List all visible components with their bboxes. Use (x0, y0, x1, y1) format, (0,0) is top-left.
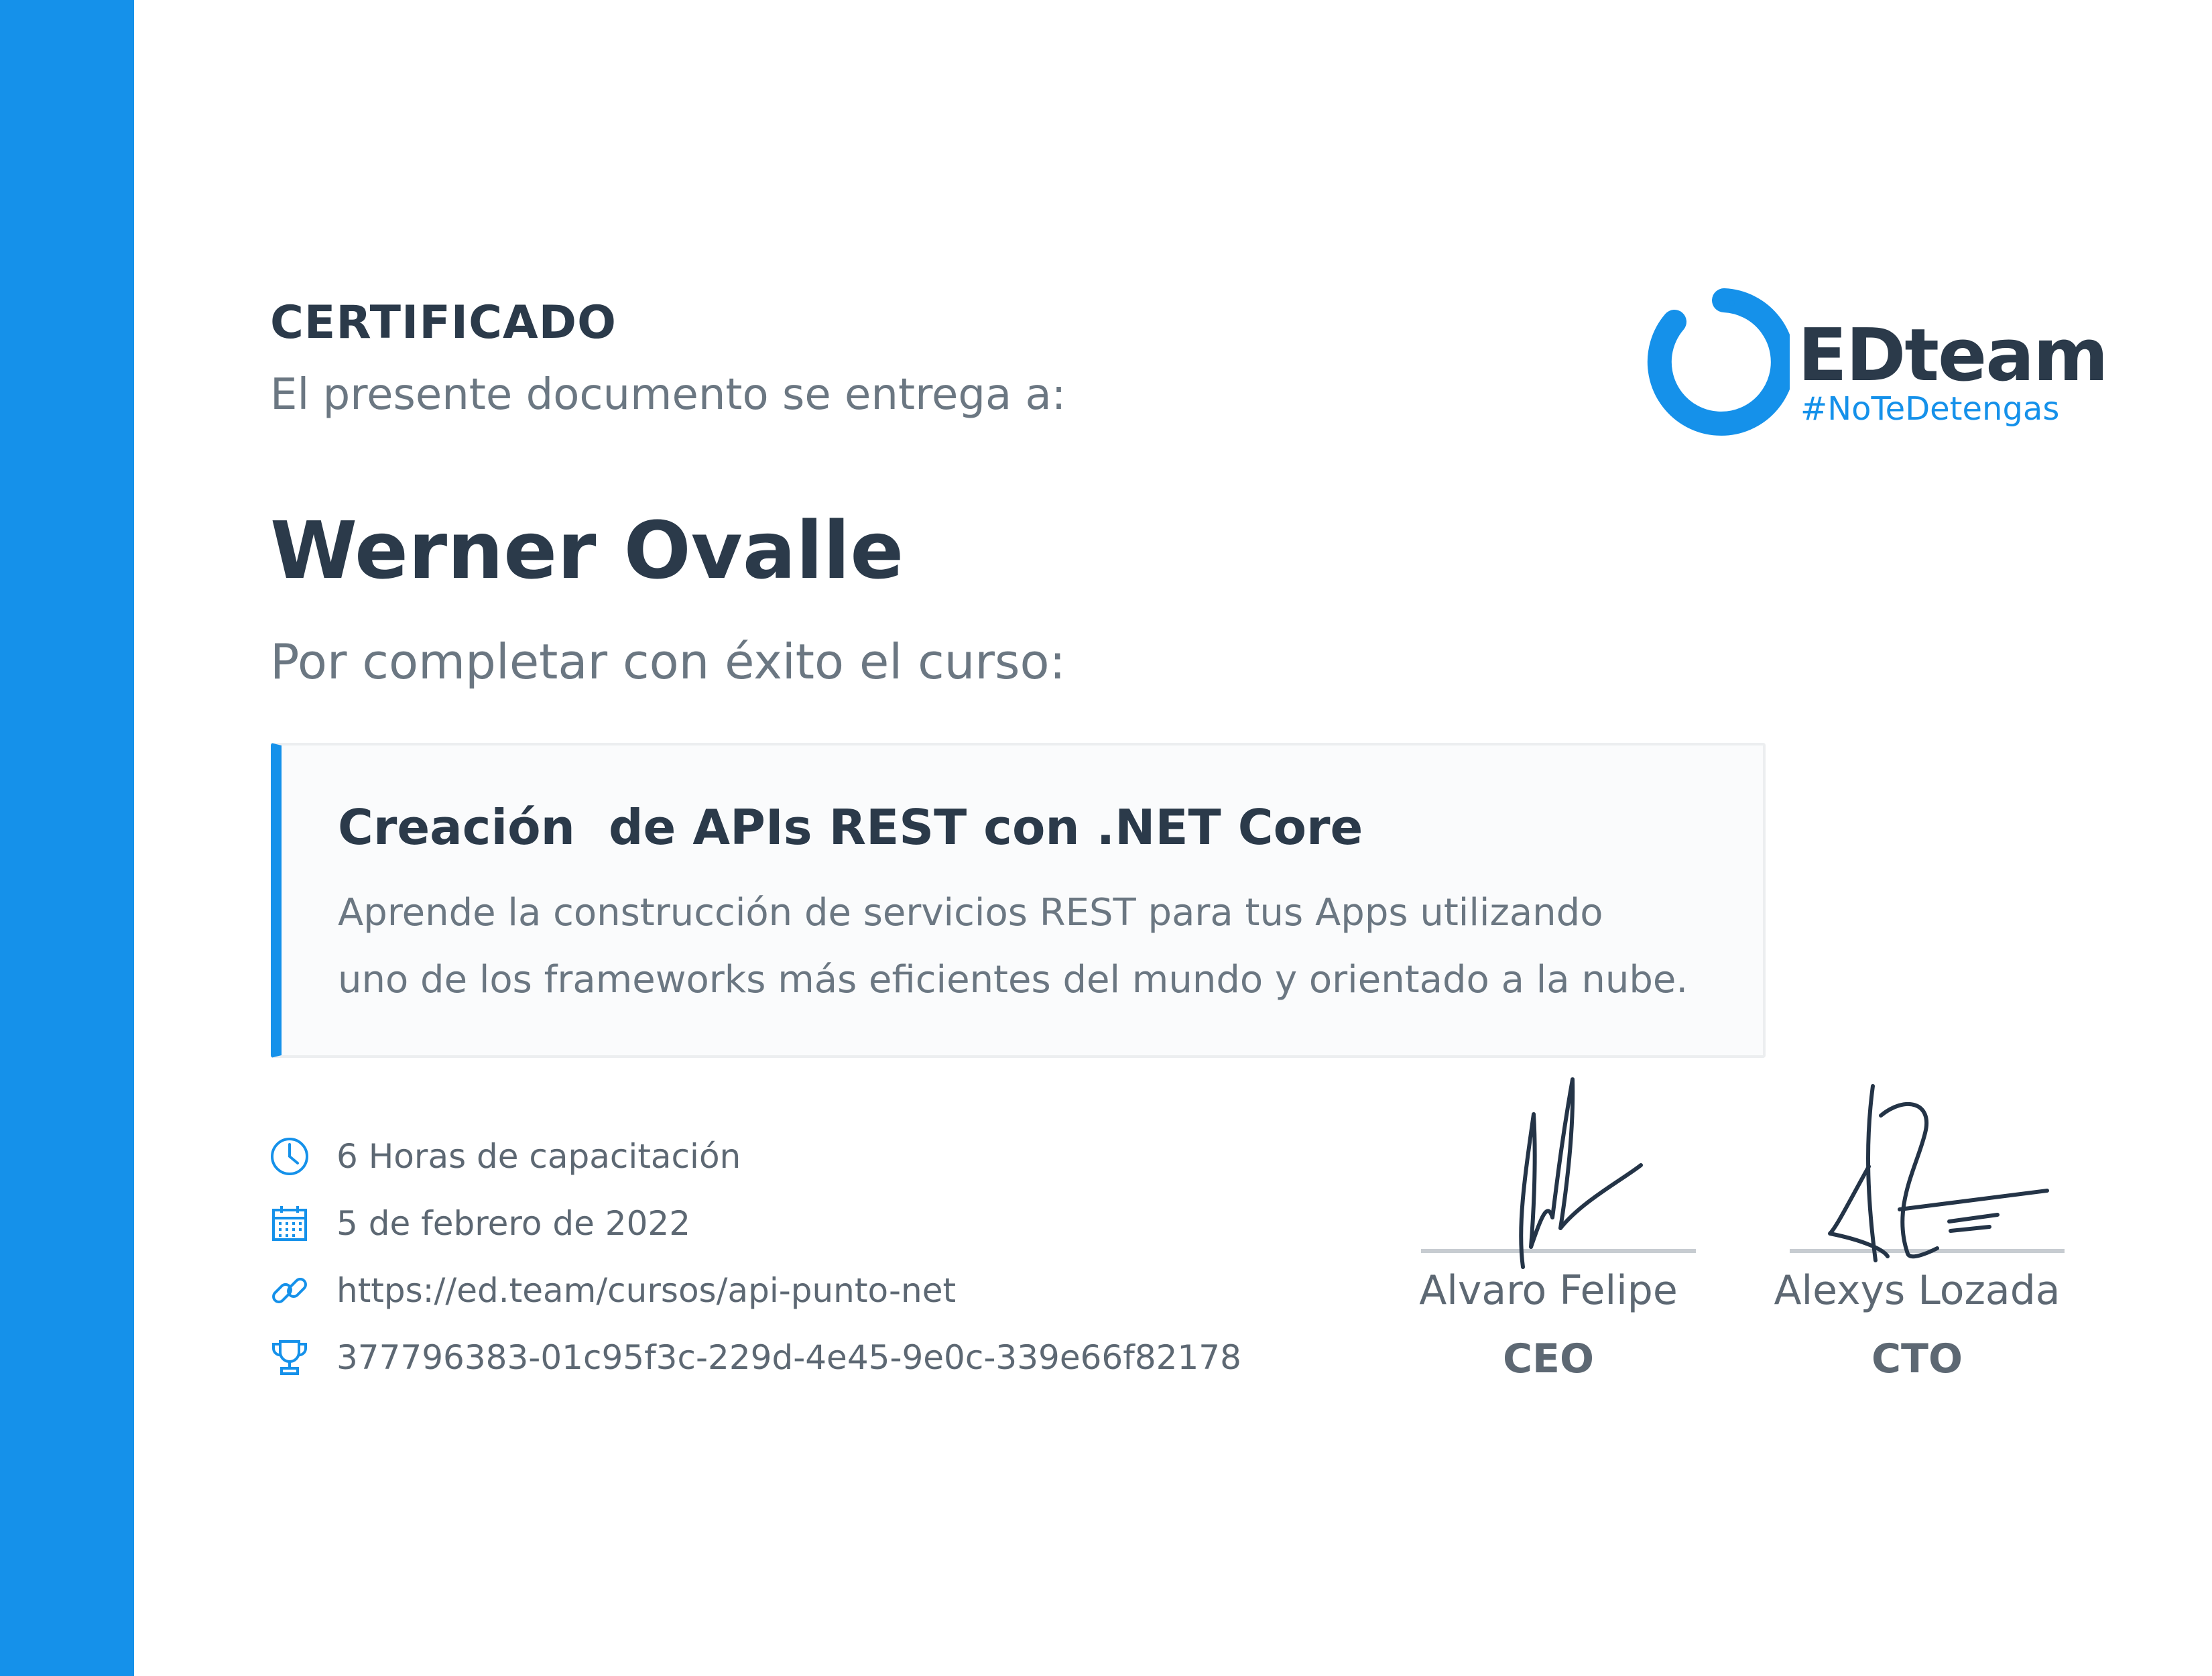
edteam-logo[interactable] (1642, 288, 2107, 436)
cto-name: Alexys Lozada (1774, 1267, 2061, 1314)
calendar-icon (268, 1202, 311, 1245)
completion-text: Por completar con éxito el curso: (270, 634, 1066, 690)
certificate-heading: CERTIFICADO (270, 296, 617, 349)
course-description-line-1: Aprende la construcción de servicios REST para tus Apps utilizando (338, 891, 1603, 935)
trophy-icon (268, 1336, 311, 1379)
detail-date (268, 1200, 1274, 1247)
presented-to-text: El presente documento se entrega a: (270, 370, 1066, 420)
recipient-name: Werner Ovalle (270, 504, 904, 597)
cto-role: CTO (1871, 1335, 1963, 1382)
link-icon (268, 1269, 311, 1312)
detail-certificate-id (268, 1334, 1274, 1381)
detail-duration-text: 6 Horas de capacitación (336, 1137, 741, 1176)
ceo-role: CEO (1502, 1335, 1595, 1382)
detail-duration (268, 1133, 1274, 1180)
accent-side-bar (0, 0, 134, 1676)
logo-wordmark: EDteam (1798, 314, 2107, 398)
detail-course-link-text[interactable]: https://ed.team/cursos/api-punto-net (336, 1271, 957, 1310)
edteam-logo-mark-icon (1642, 288, 1790, 436)
detail-course-link[interactable] (268, 1267, 1274, 1314)
signature-block-ceo (1381, 1059, 1716, 1408)
course-description (338, 880, 1712, 1014)
cto-handwritten-signature (1749, 1059, 2085, 1274)
course-card (271, 743, 1766, 1058)
clock-icon (268, 1135, 311, 1178)
course-description-line-2: uno de los frameworks más eficientes del mundo y orientado a la nube. (338, 958, 1688, 1002)
ceo-name: Alvaro Felipe (1419, 1267, 1678, 1314)
detail-certificate-id-text: 377796383-01c95f3c-229d-4e45-9e0c-339e66f82178 (336, 1338, 1241, 1377)
ceo-handwritten-signature (1381, 1059, 1716, 1274)
course-title: Creación de APIs REST con .NET Core (338, 799, 1363, 855)
logo-tagline: #NoTeDetengas (1800, 390, 2060, 428)
detail-date-text: 5 de febrero de 2022 (336, 1204, 691, 1243)
signature-block-cto (1749, 1059, 2085, 1408)
